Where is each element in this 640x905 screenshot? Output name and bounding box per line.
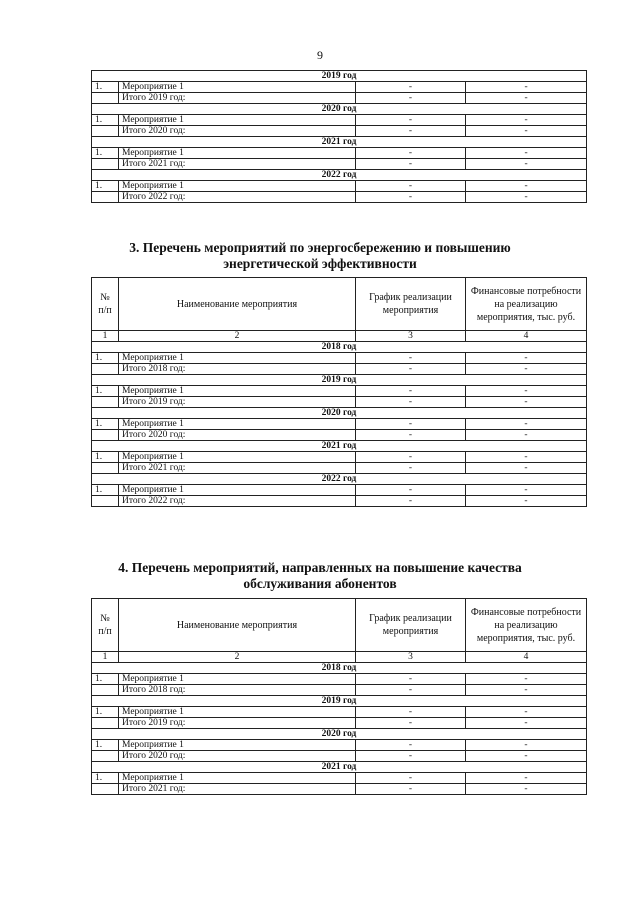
row-number: 1. <box>92 353 119 364</box>
schedule-value: - <box>356 148 466 159</box>
finance-value: - <box>466 386 587 397</box>
year-row <box>92 170 587 181</box>
table-row <box>92 181 587 192</box>
table-row <box>92 707 587 718</box>
table-row <box>92 485 587 496</box>
finance-value: - <box>466 364 587 375</box>
year-row <box>92 137 587 148</box>
table-row <box>92 82 587 93</box>
finance-value: - <box>466 718 587 729</box>
finance-value: - <box>466 353 587 364</box>
finance-value: - <box>466 452 587 463</box>
schedule-value: - <box>356 751 466 762</box>
row-number: 1. <box>92 707 119 718</box>
page-number: 9 <box>317 48 323 62</box>
row-number-empty <box>92 463 119 474</box>
column-header-number: № п/п <box>92 278 119 331</box>
finance-value: - <box>466 496 587 507</box>
service-quality-table <box>91 598 587 795</box>
column-number: 1 <box>92 652 119 663</box>
activities-table-continued <box>91 70 587 203</box>
schedule-value: - <box>356 674 466 685</box>
schedule-value: - <box>356 115 466 126</box>
total-row <box>92 192 587 203</box>
year-label: 2021 год <box>92 762 587 773</box>
schedule-value: - <box>356 386 466 397</box>
finance-value: - <box>466 419 587 430</box>
table-body <box>92 278 587 507</box>
total-row <box>92 364 587 375</box>
finance-value: - <box>466 485 587 496</box>
finance-value: - <box>466 751 587 762</box>
section-3-title-line-2: энергетической эффективности <box>223 256 417 271</box>
schedule-value: - <box>356 485 466 496</box>
schedule-value: - <box>356 707 466 718</box>
row-number-empty <box>92 784 119 795</box>
finance-value: - <box>466 430 587 441</box>
year-label: 2020 год <box>92 408 587 419</box>
year-row <box>92 342 587 353</box>
schedule-value: - <box>356 93 466 104</box>
finance-value: - <box>466 159 587 170</box>
row-number-empty <box>92 751 119 762</box>
column-number: 2 <box>119 331 356 342</box>
finance-value: - <box>466 707 587 718</box>
finance-value: - <box>466 148 587 159</box>
schedule-value: - <box>356 82 466 93</box>
total-row <box>92 126 587 137</box>
total-row <box>92 784 587 795</box>
activity-name: Мероприятие 1 <box>119 773 356 784</box>
schedule-value: - <box>356 181 466 192</box>
total-label: Итого 2018 год: <box>119 364 356 375</box>
total-label: Итого 2022 год: <box>119 192 356 203</box>
finance-value: - <box>466 126 587 137</box>
year-row <box>92 663 587 674</box>
schedule-value: - <box>356 419 466 430</box>
schedule-value: - <box>356 784 466 795</box>
total-label: Итого 2021 год: <box>119 159 356 170</box>
total-label: Итого 2021 год: <box>119 784 356 795</box>
column-number: 4 <box>466 331 587 342</box>
year-row <box>92 729 587 740</box>
year-label: 2019 год <box>92 696 587 707</box>
schedule-value: - <box>356 192 466 203</box>
activity-name: Мероприятие 1 <box>119 707 356 718</box>
finance-value: - <box>466 685 587 696</box>
year-row <box>92 762 587 773</box>
table-row <box>92 148 587 159</box>
finance-value: - <box>466 115 587 126</box>
row-number-empty <box>92 364 119 375</box>
column-number: 4 <box>466 652 587 663</box>
total-label: Итого 2019 год: <box>119 718 356 729</box>
row-number-empty <box>92 496 119 507</box>
total-row <box>92 430 587 441</box>
section-4-title-line-1: 4. Перечень мероприятий, направленных на повышение качества <box>118 560 522 575</box>
schedule-value: - <box>356 353 466 364</box>
column-header-name: Наименование мероприятия <box>119 278 356 331</box>
row-number: 1. <box>92 773 119 784</box>
total-row <box>92 718 587 729</box>
column-number: 3 <box>356 652 466 663</box>
total-label: Итого 2020 год: <box>119 751 356 762</box>
column-header-number: № п/п <box>92 599 119 652</box>
section-4-title-line-2: обслуживания абонентов <box>243 576 397 591</box>
year-label: 2020 год <box>92 729 587 740</box>
column-number: 2 <box>119 652 356 663</box>
finance-value: - <box>466 674 587 685</box>
row-number-empty <box>92 430 119 441</box>
schedule-value: - <box>356 452 466 463</box>
year-label: 2018 год <box>92 663 587 674</box>
row-number: 1. <box>92 674 119 685</box>
activity-name: Мероприятие 1 <box>119 386 356 397</box>
year-row <box>92 71 587 82</box>
total-row <box>92 685 587 696</box>
row-number: 1. <box>92 485 119 496</box>
activity-name: Мероприятие 1 <box>119 148 356 159</box>
energy-efficiency-table <box>91 277 587 507</box>
year-row <box>92 441 587 452</box>
table-row <box>92 674 587 685</box>
total-label: Итого 2019 год: <box>119 397 356 408</box>
header-row <box>92 599 587 652</box>
table-row <box>92 419 587 430</box>
finance-value: - <box>466 397 587 408</box>
total-row <box>92 93 587 104</box>
row-number-empty <box>92 159 119 170</box>
activity-name: Мероприятие 1 <box>119 353 356 364</box>
row-number: 1. <box>92 740 119 751</box>
column-header-schedule: График реализации мероприятия <box>356 599 466 652</box>
finance-value: - <box>466 192 587 203</box>
year-row <box>92 408 587 419</box>
schedule-value: - <box>356 126 466 137</box>
table-row <box>92 452 587 463</box>
total-label: Итого 2021 год: <box>119 463 356 474</box>
year-row <box>92 375 587 386</box>
year-label: 2022 год <box>92 170 587 181</box>
column-header-finance: Финансовые потребности на реализацию мероприятия, тыс. руб. <box>466 278 587 331</box>
schedule-value: - <box>356 159 466 170</box>
year-label: 2021 год <box>92 137 587 148</box>
year-label: 2018 год <box>92 342 587 353</box>
activity-name: Мероприятие 1 <box>119 115 356 126</box>
row-number-empty <box>92 718 119 729</box>
schedule-value: - <box>356 397 466 408</box>
schedule-value: - <box>356 740 466 751</box>
activity-name: Мероприятие 1 <box>119 82 356 93</box>
year-label: 2020 год <box>92 104 587 115</box>
column-header-schedule: График реализации мероприятия <box>356 278 466 331</box>
finance-value: - <box>466 82 587 93</box>
table-row <box>92 353 587 364</box>
row-number-empty <box>92 192 119 203</box>
column-number: 3 <box>356 331 466 342</box>
year-row <box>92 696 587 707</box>
total-row <box>92 397 587 408</box>
finance-value: - <box>466 181 587 192</box>
schedule-value: - <box>356 685 466 696</box>
total-row <box>92 751 587 762</box>
column-number: 1 <box>92 331 119 342</box>
year-label: 2022 год <box>92 474 587 485</box>
year-row <box>92 104 587 115</box>
section-3-title-line-1: 3. Перечень мероприятий по энергосбережению и повышению <box>129 240 511 255</box>
total-label: Итого 2018 год: <box>119 685 356 696</box>
row-number: 1. <box>92 419 119 430</box>
year-row <box>92 474 587 485</box>
section-3-title <box>0 240 640 272</box>
row-number: 1. <box>92 386 119 397</box>
finance-value: - <box>466 773 587 784</box>
table-row <box>92 386 587 397</box>
table-body <box>92 71 587 203</box>
schedule-value: - <box>356 718 466 729</box>
total-label: Итого 2020 год: <box>119 126 356 137</box>
row-number: 1. <box>92 452 119 463</box>
row-number-empty <box>92 93 119 104</box>
total-row <box>92 159 587 170</box>
column-header-finance: Финансовые потребности на реализацию мероприятия, тыс. руб. <box>466 599 587 652</box>
activity-name: Мероприятие 1 <box>119 419 356 430</box>
schedule-value: - <box>356 773 466 784</box>
section-4-title <box>0 560 640 592</box>
activity-name: Мероприятие 1 <box>119 740 356 751</box>
header-row <box>92 278 587 331</box>
total-label: Итого 2022 год: <box>119 496 356 507</box>
column-numbers-row <box>92 331 587 342</box>
total-row <box>92 463 587 474</box>
row-number: 1. <box>92 115 119 126</box>
table-body <box>92 599 587 795</box>
row-number-empty <box>92 685 119 696</box>
year-label: 2021 год <box>92 441 587 452</box>
finance-value: - <box>466 93 587 104</box>
row-number: 1. <box>92 82 119 93</box>
schedule-value: - <box>356 430 466 441</box>
finance-value: - <box>466 463 587 474</box>
schedule-value: - <box>356 496 466 507</box>
activity-name: Мероприятие 1 <box>119 452 356 463</box>
row-number: 1. <box>92 181 119 192</box>
finance-value: - <box>466 740 587 751</box>
column-numbers-row <box>92 652 587 663</box>
table-row <box>92 740 587 751</box>
year-label: 2019 год <box>92 375 587 386</box>
finance-value: - <box>466 784 587 795</box>
schedule-value: - <box>356 364 466 375</box>
activity-name: Мероприятие 1 <box>119 674 356 685</box>
schedule-value: - <box>356 463 466 474</box>
year-label: 2019 год <box>92 71 587 82</box>
activity-name: Мероприятие 1 <box>119 485 356 496</box>
activity-name: Мероприятие 1 <box>119 181 356 192</box>
total-row <box>92 496 587 507</box>
row-number: 1. <box>92 148 119 159</box>
column-header-name: Наименование мероприятия <box>119 599 356 652</box>
table-row <box>92 115 587 126</box>
table-row <box>92 773 587 784</box>
total-label: Итого 2020 год: <box>119 430 356 441</box>
row-number-empty <box>92 126 119 137</box>
total-label: Итого 2019 год: <box>119 93 356 104</box>
row-number-empty <box>92 397 119 408</box>
